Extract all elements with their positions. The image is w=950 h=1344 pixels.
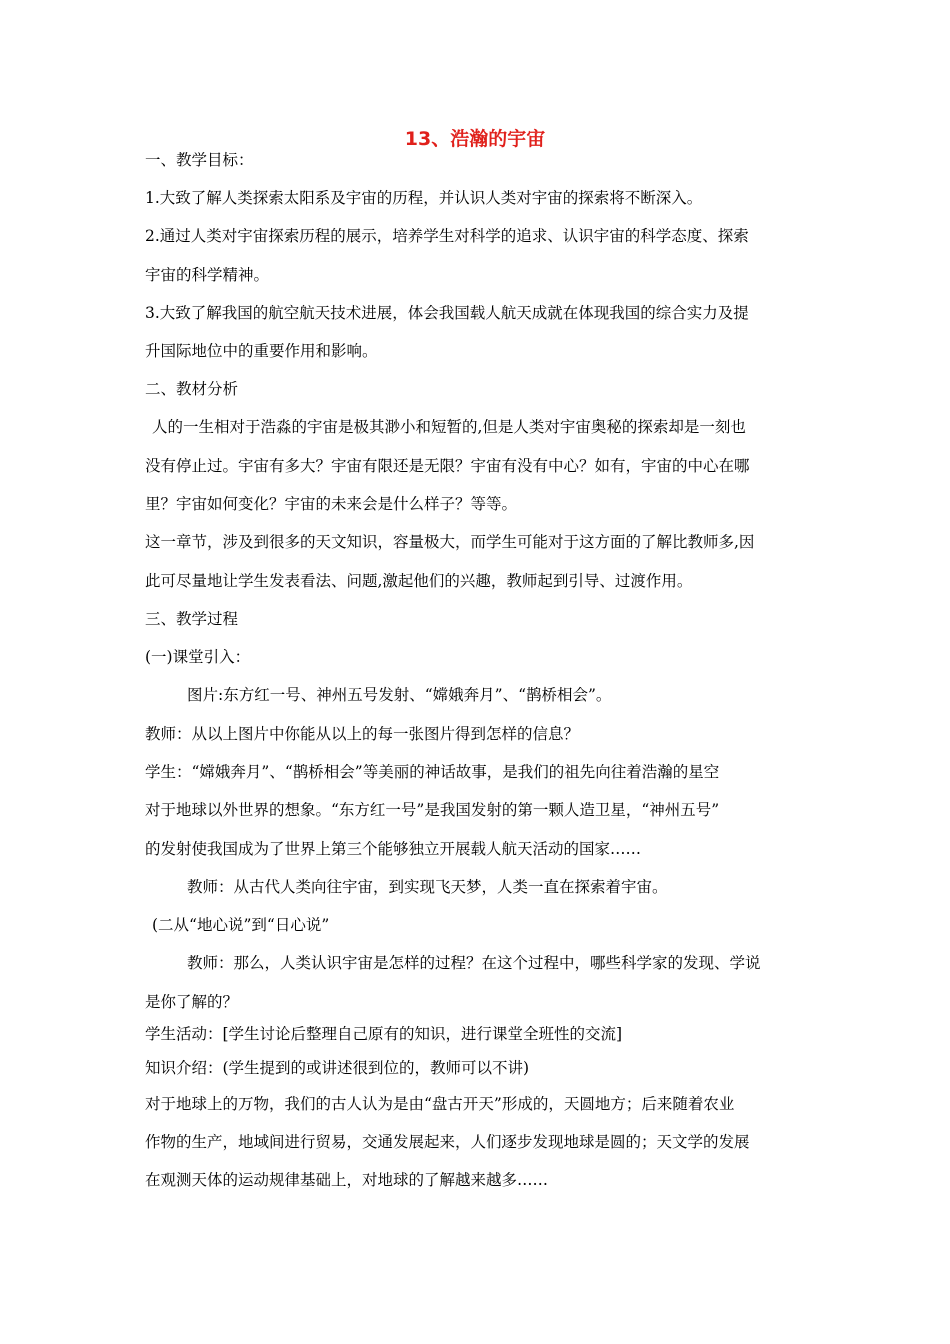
- student-answer-line-2: 对于地球以外世界的想象。“东方红一号”是我国发射的第一颗人造卫星，“神州五号”: [145, 801, 720, 819]
- teacher-question-2-line-2: 是你了解的？: [145, 993, 239, 1011]
- document-title: 13、浩瀚的宇宙: [404, 128, 546, 150]
- analysis-paragraph-2: 这一章节，涉及到很多的天文知识，容量极大，而学生可能对于这方面的了解比教师多,因: [145, 533, 755, 551]
- knowledge-paragraph-line-3: 在观测天体的运动规律基础上，对地球的了解越来越多……: [145, 1171, 549, 1189]
- objective-3-continued: 升国际地位中的重要作用和影响。: [145, 342, 378, 360]
- objective-3: 3.大致了解我国的航空航天技术进展，体会我国载人航天成就在体现我国的综合实力及提: [145, 304, 749, 322]
- knowledge-intro: 知识介绍：(学生提到的或讲述很到位的，教师可以不讲): [145, 1059, 530, 1077]
- intro-pictures: 图片:东方红一号、神州五号发射、“嫦娥奔月”、“鹊桥相会”。: [187, 686, 612, 704]
- student-activity: 学生活动：[学生讨论后整理自己原有的知识，进行课堂全班性的交流]: [145, 1025, 623, 1043]
- student-answer: 学生：“嫦娥奔月”、“鹊桥相会”等美丽的神话故事，是我们的祖先向往着浩瀚的星空: [145, 763, 720, 781]
- analysis-paragraph-1-line-3: 里？宇宙如何变化？宇宙的未来会是什么样子？等等。: [145, 495, 518, 513]
- analysis-paragraph-1-line-2: 没有停止过。宇宙有多大？宇宙有限还是无限？宇宙有没有中心？如有，宇宙的中心在哪: [145, 457, 750, 475]
- objective-2-continued: 宇宙的科学精神。: [145, 266, 270, 284]
- analysis-paragraph-2-line-2: 此可尽量地让学生发表看法、问题,激起他们的兴趣，教师起到引导、过渡作用。: [145, 572, 693, 590]
- section-heading-objectives: 一、教学目标：: [145, 151, 254, 169]
- teacher-summary: 教师：从古代人类向往宇宙，到实现飞天梦，人类一直在探索着宇宙。: [187, 878, 668, 896]
- student-answer-line-3: 的发射使我国成为了世界上第三个能够独立开展载人航天活动的国家……: [145, 840, 642, 858]
- subsection-geocentric: (二从“地心说”到“日心说”: [152, 916, 330, 934]
- subsection-intro: (一)课堂引入：: [145, 648, 251, 666]
- objective-1: 1.大致了解人类探索太阳系及宇宙的历程，并认识人类对宇宙的探索将不断深入。: [145, 189, 703, 207]
- teacher-question-1: 教师：从以上图片中你能从以上的每一张图片得到怎样的信息？: [145, 725, 580, 743]
- section-heading-process: 三、教学过程: [145, 610, 239, 628]
- knowledge-paragraph-line-2: 作物的生产，地域间进行贸易，交通发展起来，人们逐步发现地球是圆的；天文学的发展: [145, 1133, 750, 1151]
- knowledge-paragraph: 对于地球上的万物，我们的古人认为是由“盘古开天”形成的，天圆地方；后来随着农业: [145, 1095, 735, 1113]
- section-heading-analysis: 二、教材分析: [145, 380, 239, 398]
- analysis-paragraph-1: 人的一生相对于浩淼的宇宙是极其渺小和短暂的,但是人类对宇宙奥秘的探索却是一刻也: [152, 418, 746, 436]
- objective-2: 2.通过人类对宇宙探索历程的展示，培养学生对科学的追求、认识宇宙的科学态度、探索: [145, 227, 749, 245]
- teacher-question-2: 教师：那么，人类认识宇宙是怎样的过程？在这个过程中，哪些科学家的发现、学说: [187, 954, 761, 972]
